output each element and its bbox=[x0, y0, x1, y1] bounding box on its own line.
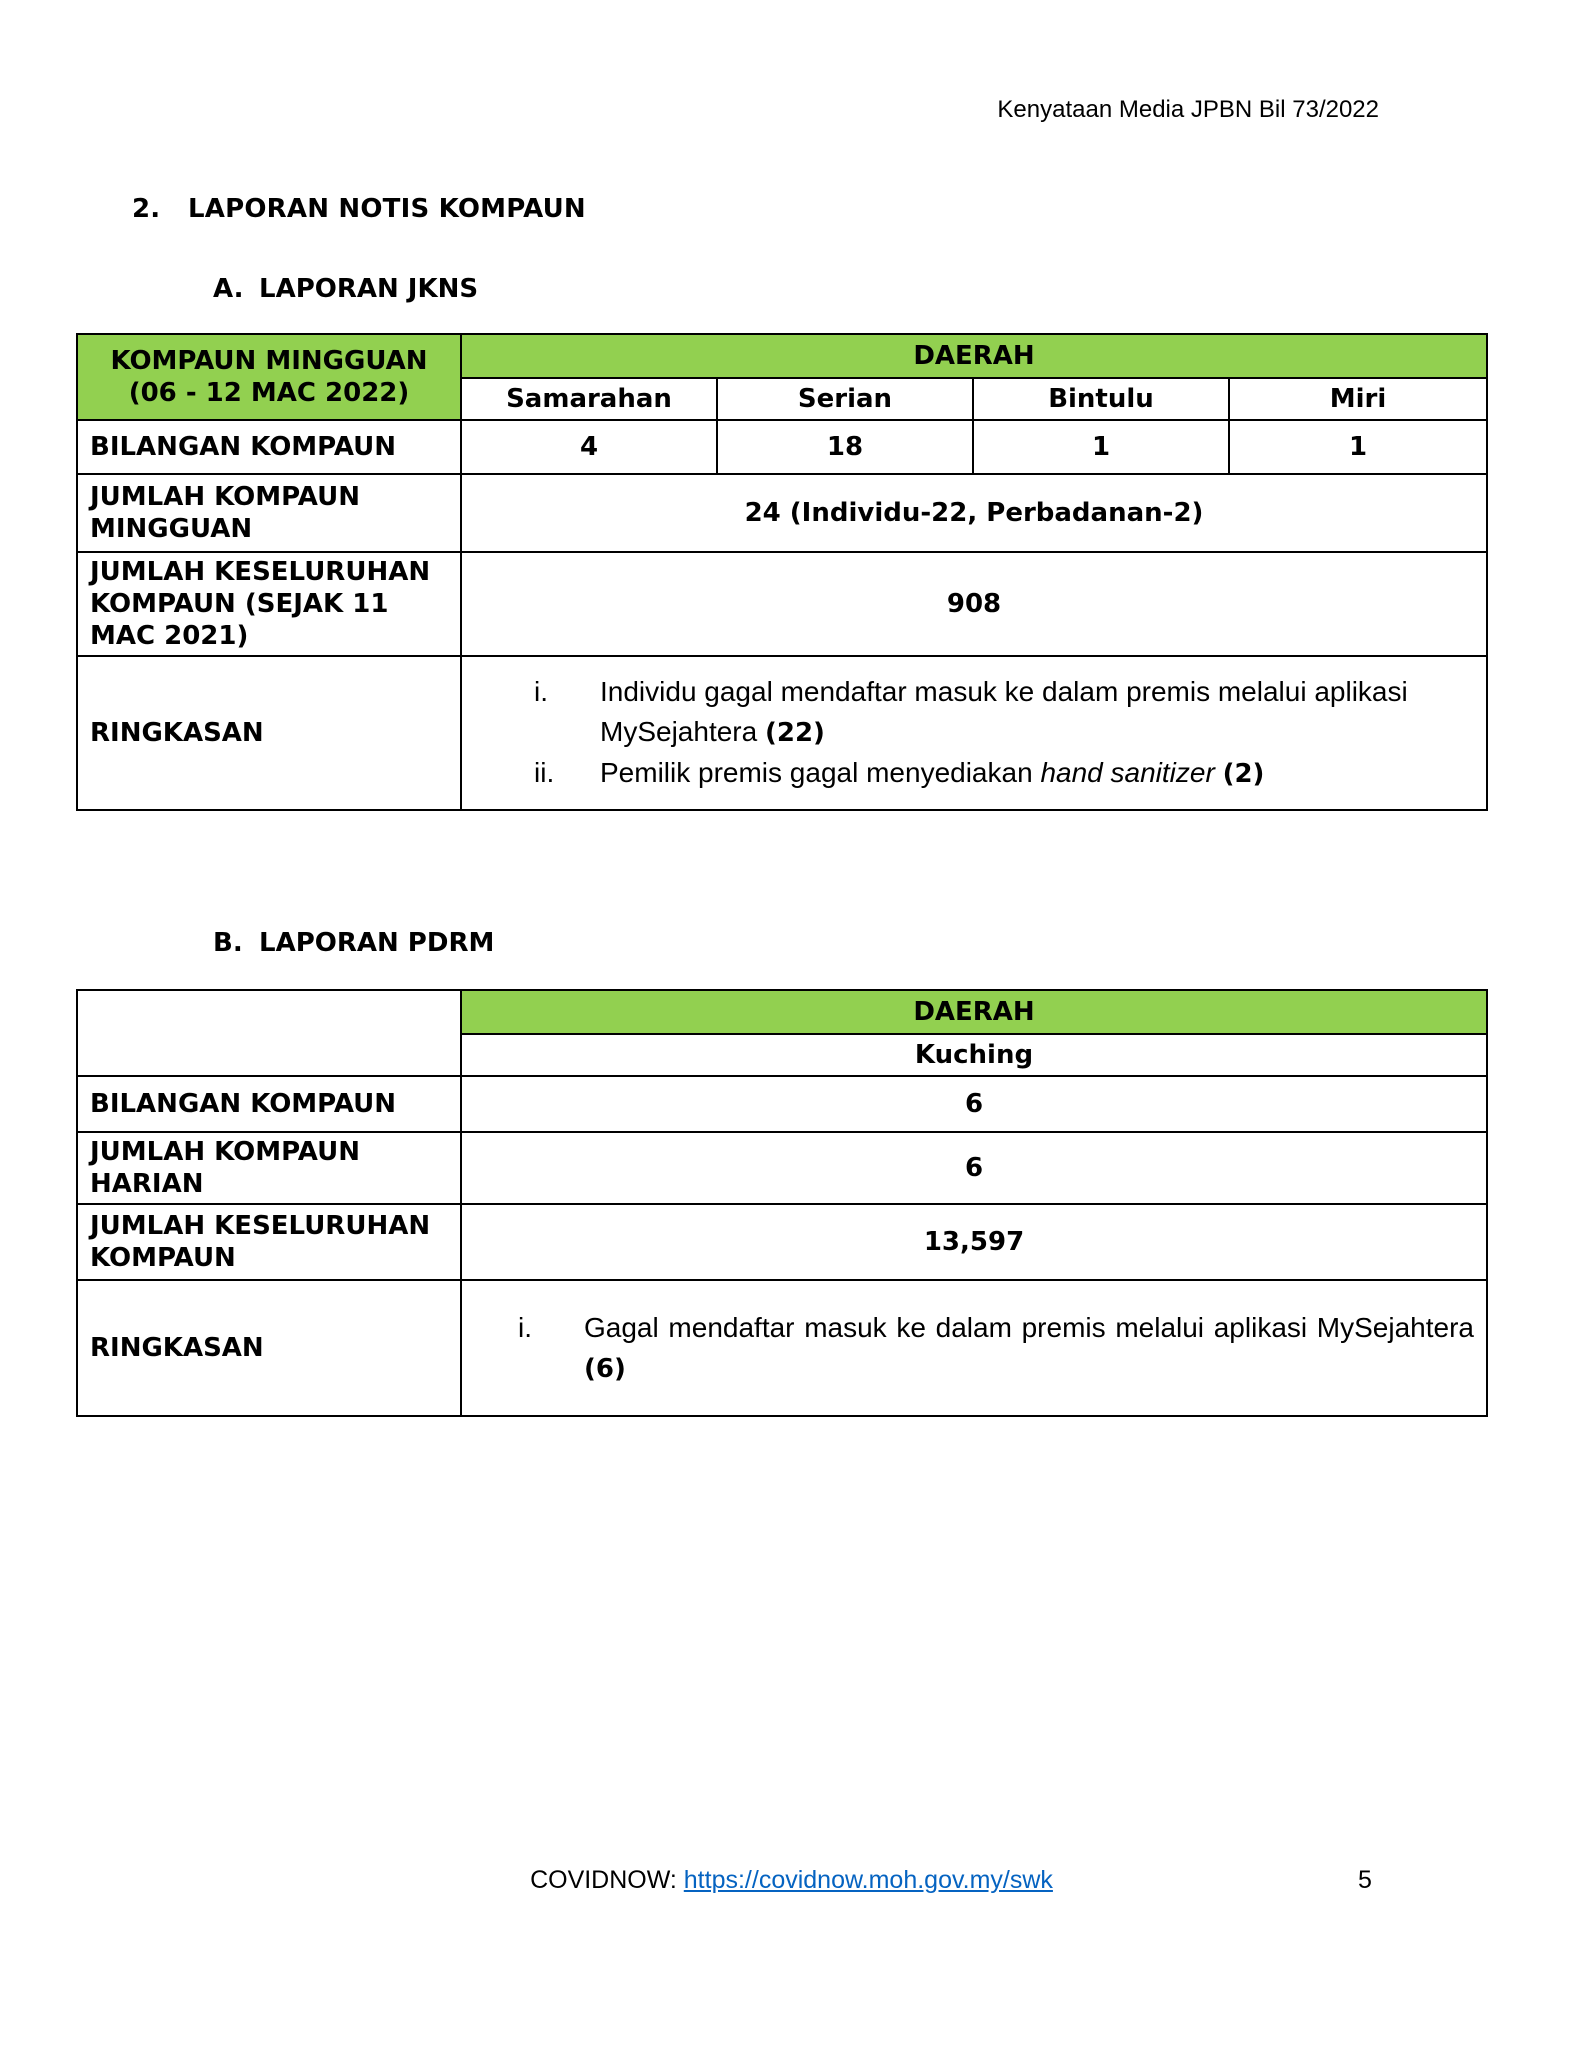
jkns-bilangan-samarahan: 4 bbox=[461, 420, 717, 474]
list-item bbox=[474, 1308, 1474, 1389]
jkns-period-line2: (06 - 12 MAC 2022) bbox=[128, 378, 410, 408]
list-count: (6) bbox=[584, 1353, 626, 1384]
list-item bbox=[474, 753, 1474, 794]
district-serian: Serian bbox=[717, 378, 973, 420]
district-kuching: Kuching bbox=[461, 1034, 1487, 1076]
jkns-bilangan-serian: 18 bbox=[717, 420, 973, 474]
jkns-ringkasan-label: RINGKASAN bbox=[77, 656, 461, 810]
pdrm-bilangan-value: 6 bbox=[461, 1076, 1487, 1132]
list-text: Pemilik premis gagal menyediakan bbox=[600, 757, 1041, 788]
jkns-jumlah-keseluruhan-value: 908 bbox=[461, 552, 1487, 656]
list-text-after bbox=[1215, 757, 1223, 788]
pdrm-table bbox=[76, 989, 1488, 1417]
jkns-bilangan-label: BILANGAN KOMPAUN bbox=[77, 420, 461, 474]
list-text: Individu gagal mendaftar masuk ke dalam premis melalui aplikasi MySejahtera bbox=[600, 676, 1408, 747]
section-number: 2. bbox=[132, 194, 161, 224]
jkns-letter: A. bbox=[213, 274, 244, 304]
jkns-bilangan-bintulu: 1 bbox=[973, 420, 1229, 474]
district-bintulu: Bintulu bbox=[973, 378, 1229, 420]
list-item bbox=[474, 672, 1474, 753]
covidnow-link[interactable]: https://covidnow.moh.gov.my/swk bbox=[683, 1866, 1053, 1894]
pdrm-daerah-header: DAERAH bbox=[461, 990, 1487, 1034]
pdrm-empty-header bbox=[77, 990, 461, 1076]
document-reference: Kenyataan Media JPBN Bil 73/2022 bbox=[997, 96, 1379, 123]
list-text: Gagal mendaftar masuk ke dalam premis melalui aplikasi MySejahtera bbox=[584, 1311, 1474, 1343]
list-count: (2) bbox=[1222, 759, 1265, 789]
footer bbox=[0, 1866, 1583, 1895]
jkns-title: LAPORAN JKNS bbox=[259, 274, 479, 304]
district-miri: Miri bbox=[1229, 378, 1487, 420]
pdrm-jumlah-keseluruhan-value: 13,597 bbox=[461, 1204, 1487, 1280]
footer-label: COVIDNOW: bbox=[530, 1866, 684, 1894]
jkns-heading bbox=[213, 274, 478, 304]
jkns-jumlah-mingguan-value: 24 (Individu-22, Perbadanan-2) bbox=[461, 474, 1487, 552]
pdrm-bilangan-label: BILANGAN KOMPAUN bbox=[77, 1076, 461, 1132]
section-title: LAPORAN NOTIS KOMPAUN bbox=[188, 194, 586, 224]
jkns-table bbox=[76, 333, 1488, 811]
pdrm-ringkasan-content bbox=[461, 1280, 1487, 1416]
pdrm-jumlah-keseluruhan-label: JUMLAH KESELURUHAN KOMPAUN bbox=[77, 1204, 461, 1280]
pdrm-ringkasan-label: RINGKASAN bbox=[77, 1280, 461, 1416]
jkns-bilangan-miri: 1 bbox=[1229, 420, 1487, 474]
jkns-jumlah-keseluruhan-label: JUMLAH KESELURUHAN KOMPAUN (SEJAK 11 MAC 2021) bbox=[77, 552, 461, 656]
pdrm-jumlah-harian-label: JUMLAH KOMPAUN HARIAN bbox=[77, 1132, 461, 1204]
list-numeral: ii. bbox=[534, 757, 555, 788]
jkns-daerah-header: DAERAH bbox=[461, 334, 1487, 378]
list-numeral: i. bbox=[518, 1311, 532, 1343]
list-numeral: i. bbox=[534, 676, 548, 707]
section-heading bbox=[132, 194, 586, 224]
jkns-period-header bbox=[77, 334, 461, 420]
page-number: 5 bbox=[1358, 1866, 1372, 1894]
jkns-jumlah-mingguan-label: JUMLAH KOMPAUN MINGGUAN bbox=[77, 474, 461, 552]
pdrm-letter: B. bbox=[213, 928, 243, 958]
pdrm-jumlah-harian-value: 6 bbox=[461, 1132, 1487, 1204]
pdrm-heading bbox=[213, 928, 494, 958]
list-italic: hand sanitizer bbox=[1040, 757, 1215, 788]
pdrm-title: LAPORAN PDRM bbox=[259, 928, 495, 958]
jkns-period-line1: KOMPAUN MINGGUAN bbox=[110, 346, 428, 376]
district-samarahan: Samarahan bbox=[461, 378, 717, 420]
list-count: (22) bbox=[764, 718, 825, 748]
jkns-ringkasan-content bbox=[461, 656, 1487, 810]
